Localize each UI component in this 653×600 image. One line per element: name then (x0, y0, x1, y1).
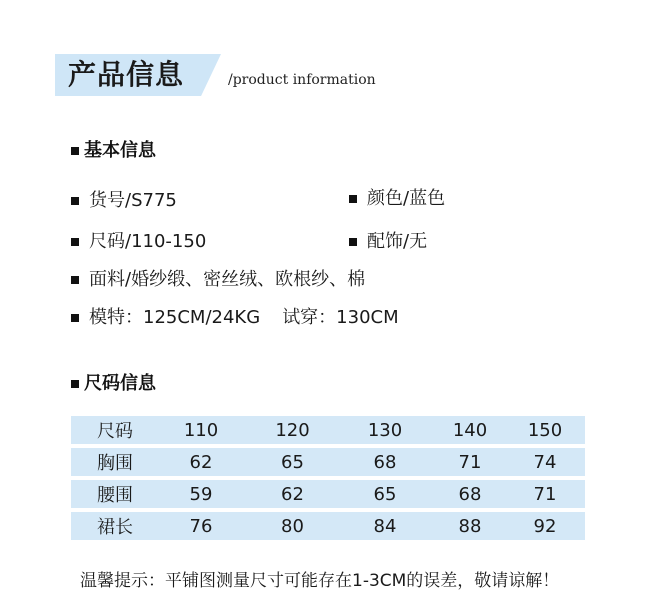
table-cell: 88 (458, 515, 482, 537)
info-sku-text: 货号/S775 (89, 190, 177, 211)
table-cell: 92 (533, 515, 557, 537)
table-cell: 68 (458, 483, 482, 505)
square-bullet-icon (71, 147, 79, 155)
square-bullet-icon (71, 380, 79, 388)
table-cell: 尺码 (97, 421, 133, 442)
table-cell: 150 (527, 419, 563, 441)
square-bullet-icon (349, 238, 357, 246)
table-cell: 65 (281, 451, 304, 473)
page-title: 产品信息 (68, 58, 185, 91)
square-bullet-icon (71, 238, 79, 246)
measurement-notice: 温馨提示：平铺图测量尺寸可能存在1-3CM的误差，敬请谅解！ (80, 571, 560, 591)
table-cell: 65 (373, 483, 397, 505)
info-model (71, 306, 399, 330)
size-info-heading (71, 372, 156, 396)
table-row (71, 512, 585, 540)
info-model-text: 模特：125CM/24KG (89, 307, 261, 328)
size-table (71, 416, 585, 544)
table-cell: 62 (189, 451, 213, 473)
square-bullet-icon (349, 195, 357, 203)
table-cell: 68 (373, 451, 397, 473)
info-fabric-text: 面料/婚纱缎、密丝绒、欧根纱、棉 (89, 269, 366, 290)
table-cell: 胸围 (97, 453, 133, 474)
table-cell: 110 (183, 419, 219, 441)
info-fabric (71, 268, 365, 292)
info-size (71, 230, 206, 254)
info-tryon-text: 试穿：130CM (282, 307, 399, 328)
table-cell: 76 (189, 515, 213, 537)
table-cell: 140 (452, 419, 488, 441)
table-cell: 59 (189, 483, 213, 505)
table-row (71, 480, 585, 508)
table-cell: 腰围 (97, 485, 133, 506)
table-cell: 80 (281, 515, 304, 537)
square-bullet-icon (71, 197, 79, 205)
square-bullet-icon (71, 314, 79, 322)
basic-info-heading (71, 139, 156, 163)
info-sku (71, 189, 177, 213)
info-size-text: 尺码/110-150 (89, 231, 207, 252)
table-cell: 62 (281, 483, 304, 505)
square-bullet-icon (71, 276, 79, 284)
info-color (349, 187, 445, 211)
table-cell: 71 (533, 483, 557, 505)
page-subtitle: /product information (228, 72, 376, 88)
table-cell: 84 (373, 515, 397, 537)
info-accessory-text: 配饰/无 (367, 231, 428, 252)
table-cell: 71 (458, 451, 482, 473)
info-accessory (349, 230, 427, 254)
table-cell: 74 (533, 451, 557, 473)
table-row (71, 416, 585, 444)
basic-info-heading-text: 基本信息 (84, 140, 156, 161)
table-cell: 120 (275, 419, 310, 441)
table-cell: 130 (367, 419, 403, 441)
size-info-heading-text: 尺码信息 (84, 373, 156, 394)
info-color-text: 颜色/蓝色 (367, 188, 446, 209)
table-row (71, 448, 585, 476)
table-cell: 裙长 (97, 517, 133, 538)
